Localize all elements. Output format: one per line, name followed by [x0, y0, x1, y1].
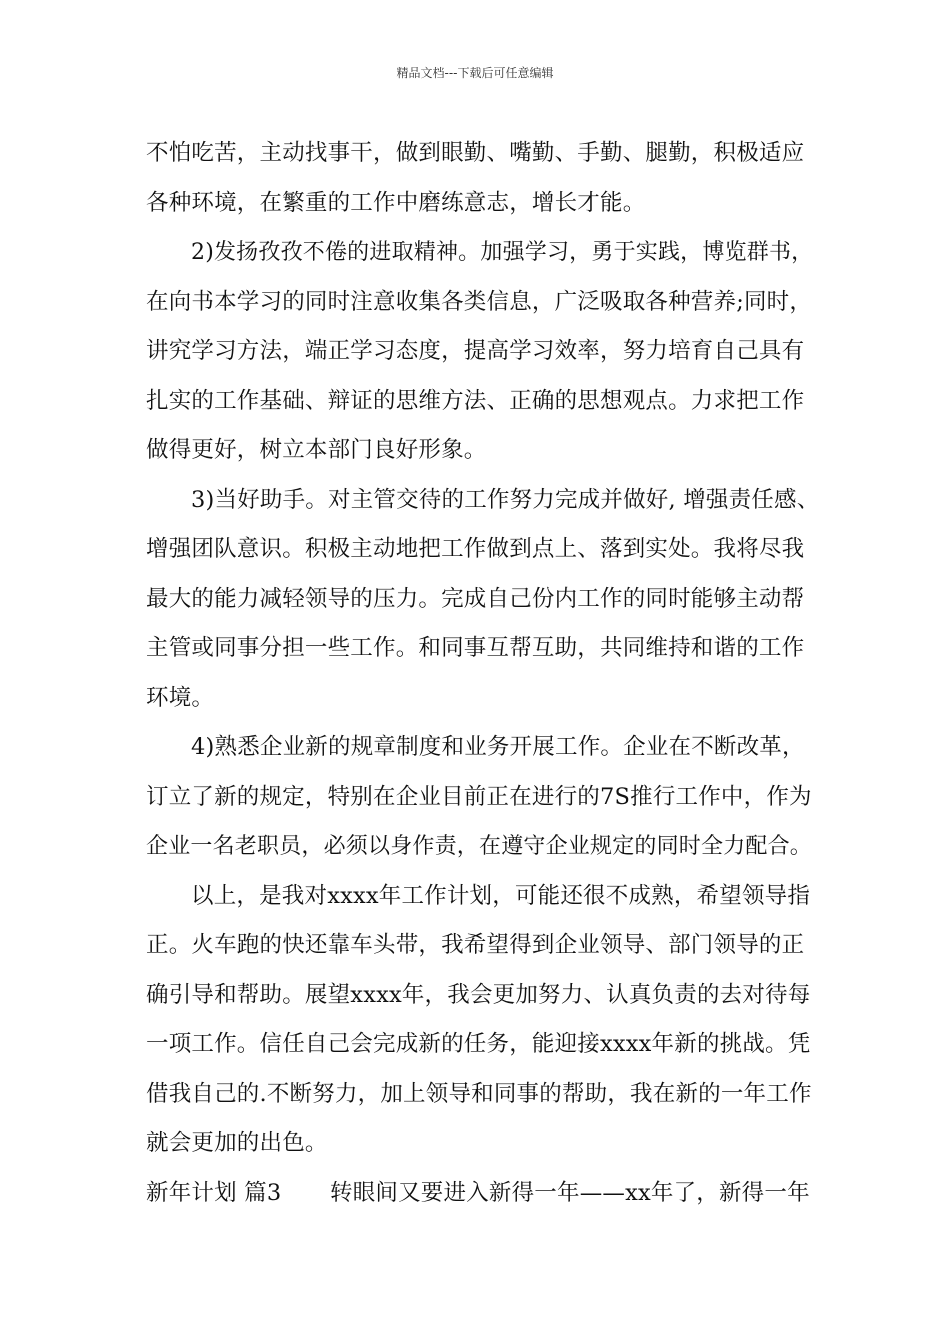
text-line: 以上，是我对xxxx年工作计划，可能还很不成熟，希望领导指	[191, 882, 811, 909]
page-header: 精品文档---下载后可任意编辑	[396, 66, 554, 80]
text-line: 2)发扬孜孜不倦的进取精神。加强学习，勇于实践，博览群书，	[191, 240, 814, 265]
document-body	[146, 129, 818, 1218]
text-line: 确引导和帮助。展望xxxx年，我会更加努力、认真负责的去对待每	[146, 981, 811, 1008]
section-label: 新年计划 篇3	[146, 1179, 282, 1206]
text-line: 一项工作。信任自己会完成新的任务，能迎接xxxx年新的挑战。凭	[146, 1031, 811, 1057]
text-line: 做得更好，树立本部门良好形象。	[146, 437, 487, 463]
text-line: 不怕吃苦，主动找事干，做到眼勤、嘴勤、手勤、腿勤，积极适应	[146, 140, 805, 166]
text-line: 就会更加的出色。	[146, 1130, 328, 1156]
text-line: 订立了新的规定，特别在企业目前正在进行的7S推行工作中，作为	[146, 783, 812, 810]
text-line: 借我自己的.不断努力，加上领导和同事的帮助，我在新的一年工作	[146, 1080, 812, 1107]
text-line: 主管或同事分担一些工作。和同事互帮互助，共同维持和谐的工作	[146, 635, 805, 661]
text-line: 正。火车跑的快还靠车头带，我希望得到企业领导、部门领导的正	[146, 932, 805, 958]
text-line: 在向书本学习的同时注意收集各类信息，广泛吸取各种营养;同时，	[146, 288, 813, 315]
text-line: 企业一名老职员，必须以身作责，在遵守企业规定的同时全力配合。	[146, 834, 813, 859]
text-line: 环境。	[146, 684, 215, 711]
text-line: 3)当好助手。对主管交待的工作努力完成并做好, 增强责任感、	[191, 486, 820, 513]
text-line: 最大的能力减轻领导的压力。完成自己份内工作的同时能够主动帮	[146, 585, 805, 612]
section-text: 转眼间又要进入新得一年——xx年了，新得一年	[330, 1179, 810, 1206]
text-line: 增强团队意识。积极主动地把工作做到点上、落到实处。我将尽我	[146, 536, 805, 562]
text-line: 扎实的工作基础、辩证的思维方法、正确的思想观点。力求把工作	[146, 387, 805, 414]
section-start-line	[146, 1169, 818, 1219]
text-line: 讲究学习方法，端正学习态度，提高学习效率，努力培育自己具有	[146, 338, 805, 364]
text-line: 4)熟悉企业新的规章制度和业务开展工作。企业在不断改革，	[191, 734, 805, 760]
text-line: 各种环境，在繁重的工作中磨练意志，增长才能。	[146, 189, 646, 216]
